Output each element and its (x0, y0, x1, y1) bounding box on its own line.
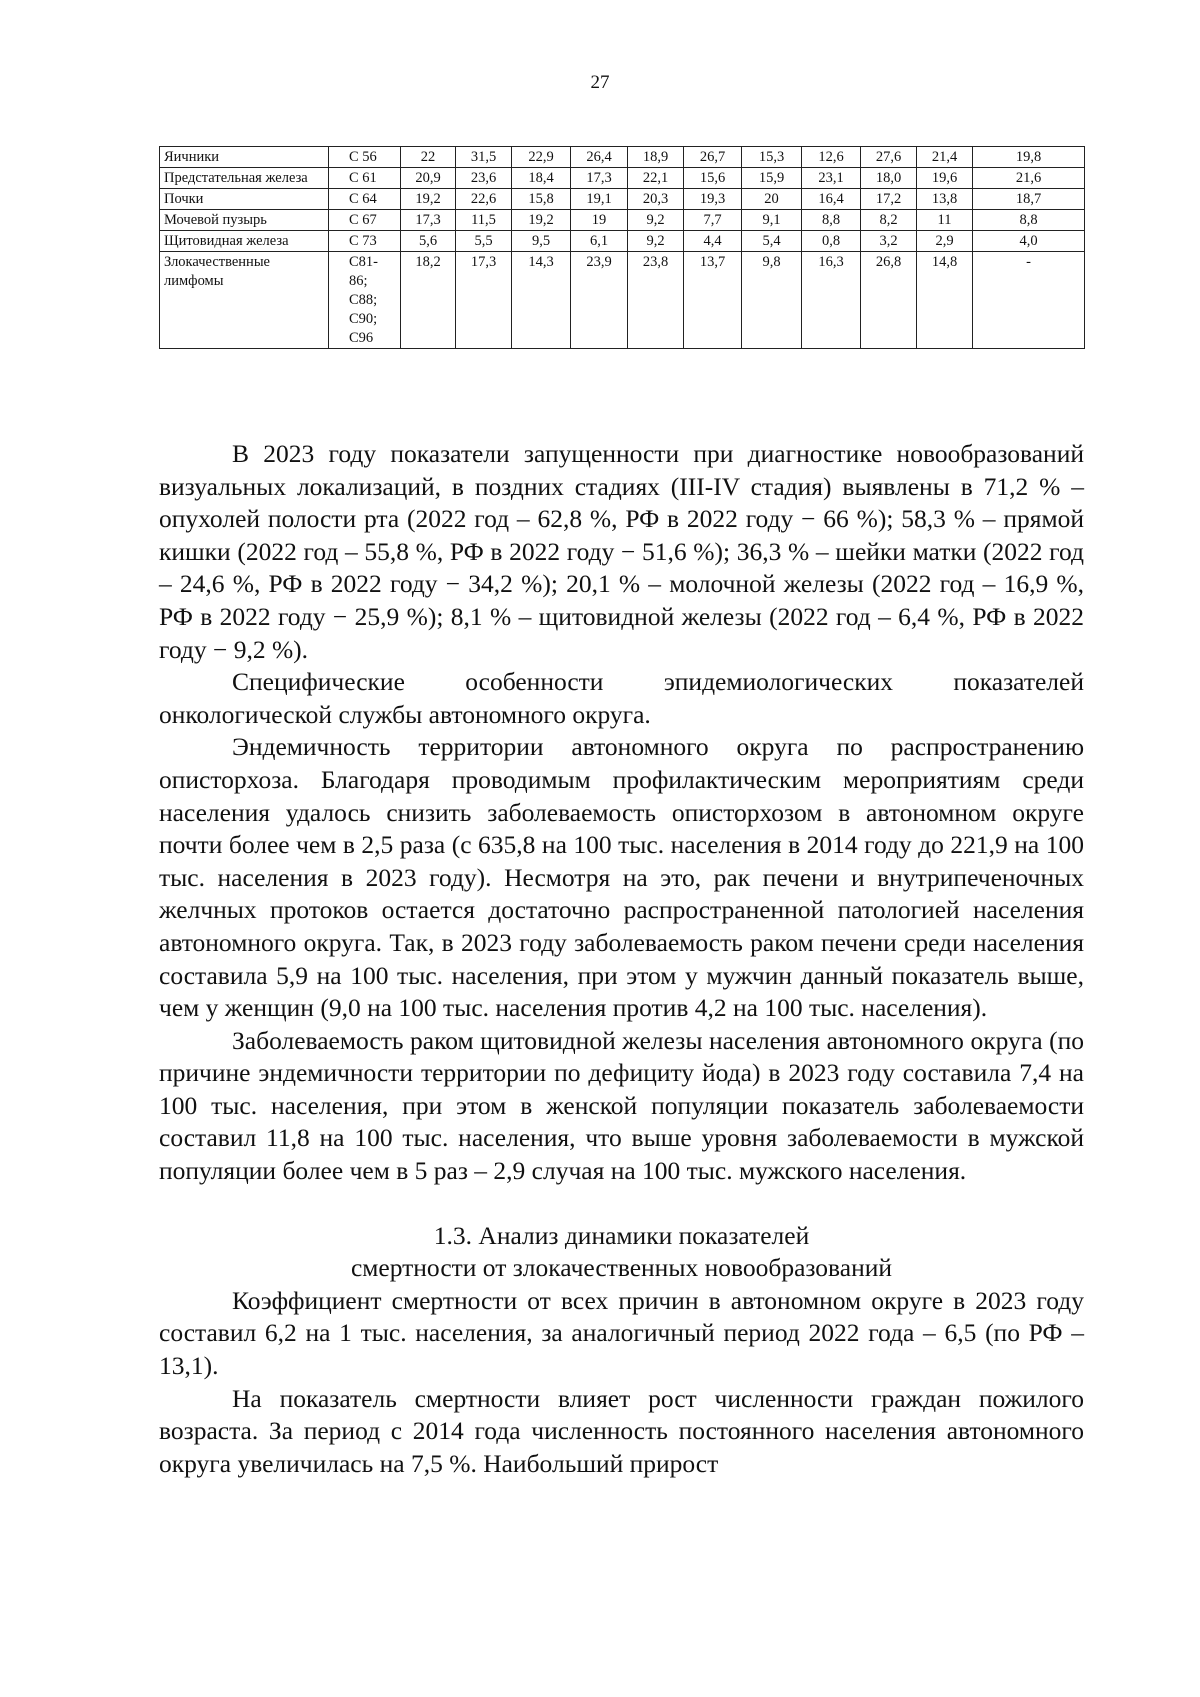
cell-value: 19,2 (512, 210, 571, 231)
cell-value: 20,9 (401, 168, 456, 189)
table-row (160, 252, 1085, 349)
cell-value: 5,4 (742, 231, 802, 252)
cell-icd-code: С 67 (329, 210, 401, 231)
cell-value: 12,6 (802, 147, 861, 168)
cell-value: 22 (401, 147, 456, 168)
cell-value: 19,1 (571, 189, 628, 210)
cell-value: 3,2 (861, 231, 917, 252)
cell-value: 19,2 (401, 189, 456, 210)
body-text (159, 438, 1084, 1480)
cell-value: 9,2 (628, 210, 684, 231)
cell-value: 5,5 (456, 231, 512, 252)
cell-value: 26,7 (684, 147, 742, 168)
cell-value: 18,7 (973, 189, 1085, 210)
cell-value: 15,9 (742, 168, 802, 189)
cell-value: 5,6 (401, 231, 456, 252)
cell-value: 16,4 (802, 189, 861, 210)
page-number: 27 (590, 72, 610, 93)
section-heading-line1: 1.3. Анализ динамики показателей (433, 1220, 810, 1250)
cell-value: 0,8 (802, 231, 861, 252)
table-row (160, 231, 1085, 252)
cell-value: 23,6 (456, 168, 512, 189)
cell-value: 8,2 (861, 210, 917, 231)
cell-value: 19 (571, 210, 628, 231)
cell-icd-code: С81-86; С88; С90; С96 (329, 252, 401, 349)
cell-value: 19,8 (973, 147, 1085, 168)
cell-value: 15,6 (684, 168, 742, 189)
cell-value: 2,9 (917, 231, 973, 252)
incidence-table (159, 146, 1085, 349)
cell-value: 15,3 (742, 147, 802, 168)
table-row (160, 189, 1085, 210)
cell-value: 14,3 (512, 252, 571, 349)
cell-value: 20,3 (628, 189, 684, 210)
cell-value: 4,0 (973, 231, 1085, 252)
section-heading-line2: смертности от злокачественных новообразований (350, 1253, 893, 1283)
paragraph-aging: На показатель смертности влияет рост численности граждан пожилого возраста. За период с 2014 года численность постоянного населения автономного округа увеличилась на 7,5 %. Наибольший прирост (159, 1383, 1084, 1478)
cell-value: 7,7 (684, 210, 742, 231)
cell-value: 23,9 (571, 252, 628, 349)
paragraph-mortality-rate: Коэффициент смертности от всех причин в автономном округе в 2023 году составил 6,2 на 1 тыс. населения, за аналогичный период 2022 года – 6,5 (по РФ – 13,1). (159, 1285, 1084, 1381)
cell-value: 19,6 (917, 168, 973, 189)
cell-value: 8,8 (802, 210, 861, 231)
cell-value: 31,5 (456, 147, 512, 168)
cell-site-name: Мочевой пузырь (160, 210, 329, 231)
cell-value: 8,8 (973, 210, 1085, 231)
table-row (160, 168, 1085, 189)
paragraph-late-stages: В 2023 году показатели запущенности при диагностике новообразований визуальных локализаций, в поздних стадиях (III-IV стадия) выявлены в 71,2 % – опухолей полости рта (2022 год – 62,8 %, РФ в 2022 году − 66 %); 58,3 % – прямой кишки (2022 год – 55,8 %, РФ в 2022 году − 51,6 %); 36,3 % – шейки матки (2022 год – 24,6 %, РФ в 2022 году − 34,2 %); 20,1 % – молочной железы (2022 год – 16,9 %, РФ в 2022 году − 25,9 %); 8,1 % – щитовидной железы (2022 год – 6,4 %, РФ в 2022 году − 9,2 %). (159, 439, 1084, 664)
cell-value: 9,8 (742, 252, 802, 349)
cell-value: 17,3 (571, 168, 628, 189)
cell-site-name: Щитовидная железа (160, 231, 329, 252)
cell-icd-code: С 61 (329, 168, 401, 189)
cell-value: 22,9 (512, 147, 571, 168)
cell-value: 18,4 (512, 168, 571, 189)
cell-value: - (973, 252, 1085, 349)
table-row (160, 147, 1085, 168)
cell-value: 27,6 (861, 147, 917, 168)
cell-value: 26,8 (861, 252, 917, 349)
cell-value: 22,6 (456, 189, 512, 210)
cell-site-name: Яичники (160, 147, 329, 168)
cell-value: 6,1 (571, 231, 628, 252)
cell-value: 20 (742, 189, 802, 210)
cell-value: 9,1 (742, 210, 802, 231)
cell-value: 13,7 (684, 252, 742, 349)
cell-value: 19,3 (684, 189, 742, 210)
cell-icd-code: С 73 (329, 231, 401, 252)
cell-value: 18,9 (628, 147, 684, 168)
table-row (160, 210, 1085, 231)
cell-value: 18,0 (861, 168, 917, 189)
cell-value: 21,4 (917, 147, 973, 168)
cell-value: 14,8 (917, 252, 973, 349)
cell-value: 18,2 (401, 252, 456, 349)
cell-value: 22,1 (628, 168, 684, 189)
cell-value: 23,8 (628, 252, 684, 349)
cell-value: 17,2 (861, 189, 917, 210)
paragraph-thyroid: Заболеваемость раком щитовидной железы населения автономного округа (по причине эндемичности территории по дефициту йода) в 2023 году составила 7,4 на 100 тыс. населения, при этом в женской популяции показатель заболеваемости составил 11,8 на 100 тыс. населения, что выше уровня заболеваемости в мужской популяции более чем в 5 раз – 2,9 случая на 100 тыс. мужского населения. (159, 1025, 1084, 1186)
cell-value: 16,3 (802, 252, 861, 349)
cell-value: 13,8 (917, 189, 973, 210)
cell-value: 11 (917, 210, 973, 231)
cell-value: 23,1 (802, 168, 861, 189)
cell-site-name: Предстательная железа (160, 168, 329, 189)
paragraph-opisthorchiasis: Эндемичность территории автономного округа по распространению описторхоза. Благодаря проводимым профилактическим мероприятиям среди населения удалось снизить заболеваемость описторхозом в автономном округе почти более чем в 2,5 раза (с 635,8 на 100 тыс. населения в 2014 году до 221,9 на 100 тыс. населения в 2023 году). Несмотря на это, рак печени и внутрипеченочных желчных протоков остается достаточно распространенной патологией населения автономного округа. Так, в 2023 году заболеваемость раком печени среди населения составила 5,9 на 100 тыс. населения, при этом у мужчин данный показатель выше, чем у женщин (9,0 на 100 тыс. населения против 4,2 на 100 тыс. населения). (159, 732, 1084, 1023)
cell-value: 17,3 (456, 252, 512, 349)
cell-icd-code: С 64 (329, 189, 401, 210)
cell-value: 21,6 (973, 168, 1085, 189)
cell-site-name: Почки (160, 189, 329, 210)
cell-value: 17,3 (401, 210, 456, 231)
cell-value: 26,4 (571, 147, 628, 168)
cell-value: 9,5 (512, 231, 571, 252)
paragraph-specifics: Специфические особенности эпидемиологических показателей онкологической службы автономного округа. (159, 667, 1084, 729)
cell-value: 9,2 (628, 231, 684, 252)
cell-value: 15,8 (512, 189, 571, 210)
cell-site-name: Злокачественные лимфомы (160, 252, 329, 349)
cell-icd-code: С 56 (329, 147, 401, 168)
cell-value: 4,4 (684, 231, 742, 252)
cell-value: 11,5 (456, 210, 512, 231)
